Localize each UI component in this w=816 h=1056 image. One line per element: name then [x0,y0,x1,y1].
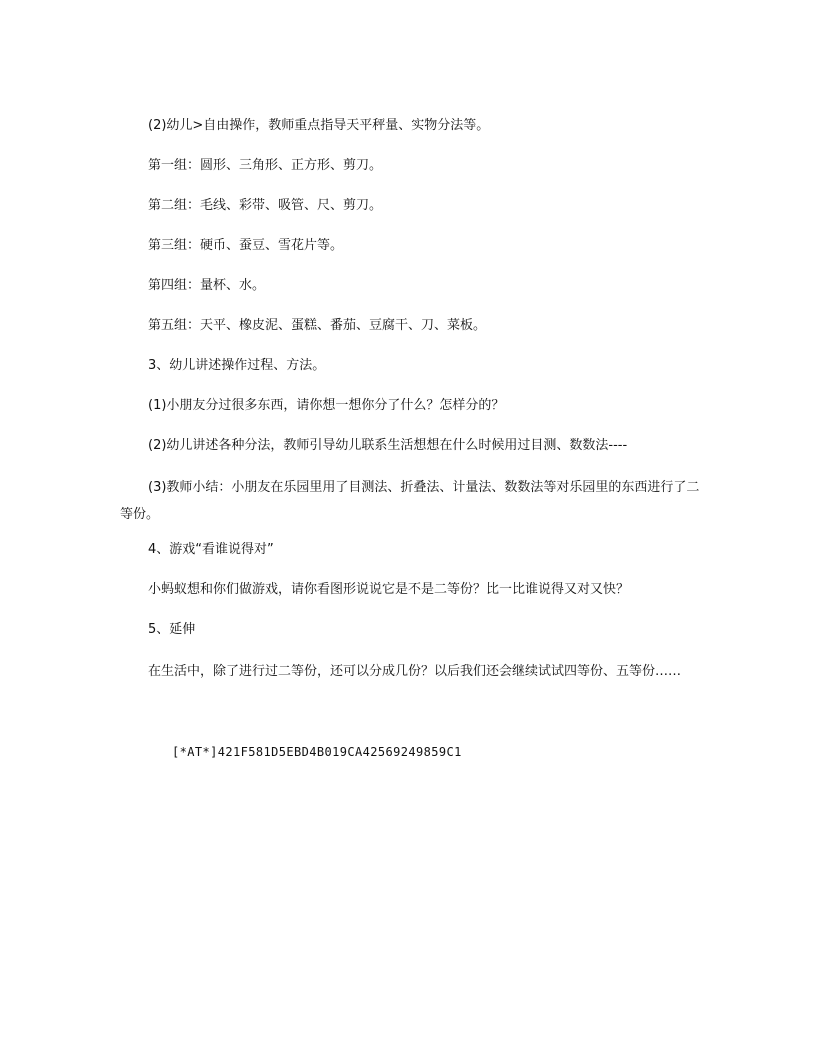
paragraph-question-1: (1)小朋友分过很多东西，请你想一想你分了什么？怎样分的？ [148,398,505,413]
footer-code: [*AT*]421F581D5EBD4B019CA42569249859C1 [172,745,462,759]
paragraph-step-3: 3、幼儿讲述操作过程、方法。 [148,358,326,373]
paragraph-question-2: (2)幼儿讲述各种分法，教师引导幼儿联系生活想想在什么时候用过目测、数数法---- [148,438,628,453]
paragraph-group-5: 第五组：天平、橡皮泥、蛋糕、番茄、豆腐干、刀、菜板。 [148,318,487,333]
paragraph-step-5: 5、延伸 [148,622,196,637]
paragraph-extension: 在生活中，除了进行过二等份，还可以分成几份？以后我们还会继续试试四等份、五等份…… [148,664,682,679]
paragraph-game: 小蚂蚁想和你们做游戏，请你看图形说说它是不是二等份？比一比谁说得又对又快？ [148,582,630,597]
paragraph-1: (2)幼儿>自由操作，教师重点指导天平秤量、实物分法等。 [148,118,490,133]
paragraph-group-1: 第一组：圆形、三角形、正方形、剪刀。 [148,158,383,173]
paragraph-group-2: 第二组：毛线、彩带、吸管、尺、剪刀。 [148,198,383,213]
paragraph-summary: (3)教师小结：小朋友在乐园里用了目测法、折叠法、计量法、数数法等对乐园里的东西进行了二等份。 [120,480,700,522]
paragraph-step-4: 4、游戏“看谁说得对” [148,542,274,557]
paragraph-group-3: 第三组：硬币、蚕豆、雪花片等。 [148,238,344,253]
paragraph-group-4: 第四组：量杯、水。 [148,278,266,293]
